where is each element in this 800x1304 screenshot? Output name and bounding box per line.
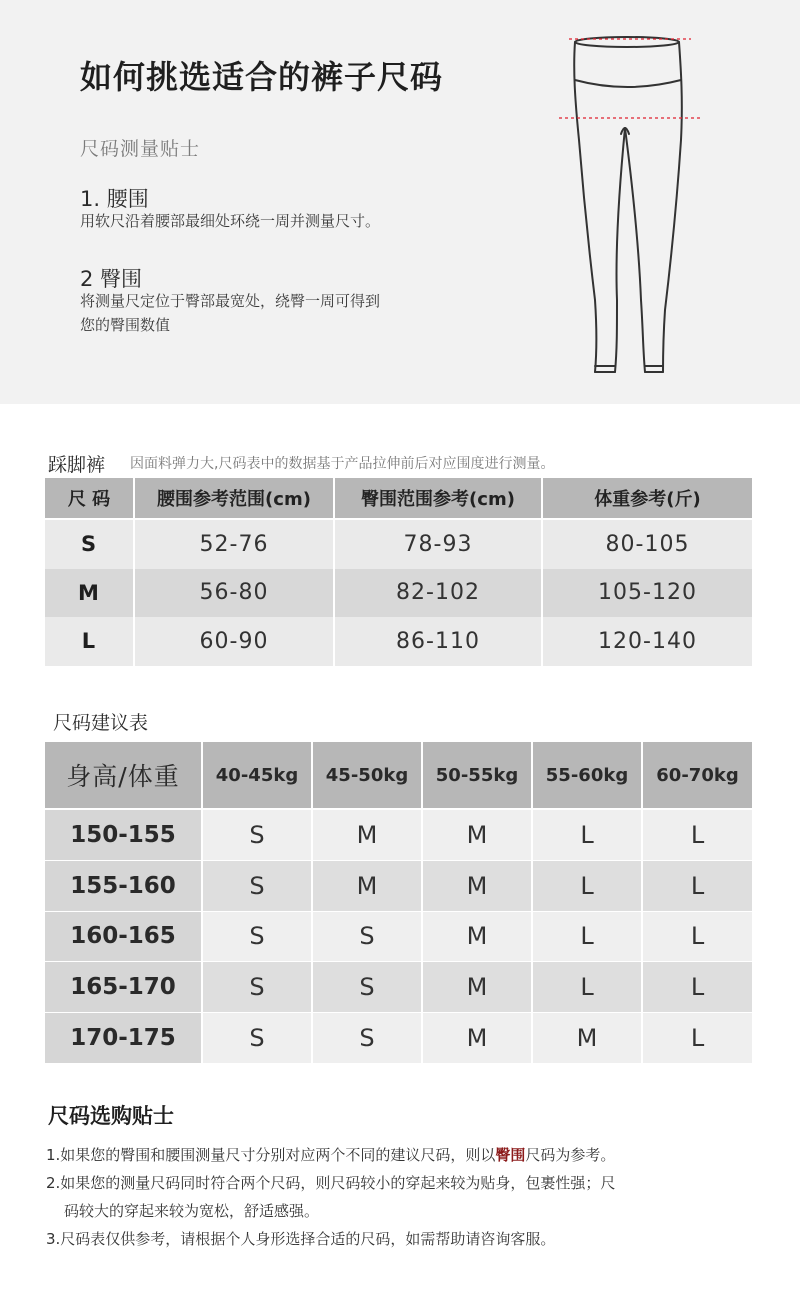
- size-cell: L: [533, 962, 643, 1013]
- buying-tips-title: 尺码选购贴士: [48, 1104, 174, 1128]
- size-cell: S: [203, 810, 313, 861]
- tip-3: 3.尺码表仅供参考，请根据个人身形选择合适的尺码，如需帮助请咨询客服。: [46, 1230, 556, 1248]
- hip-desc-line2: 您的臀围数值: [80, 316, 171, 334]
- tip-1: 1.如果您的臀围和腰围测量尺寸分别对应两个不同的建议尺码，则以臀围尺码为参考。: [46, 1146, 616, 1164]
- table-row: [45, 617, 752, 666]
- col-weight-range: 45-50kg: [313, 742, 423, 810]
- size-cell: S: [203, 1013, 313, 1064]
- height-cell: 155-160: [45, 861, 203, 912]
- tip-2-cont: 码较大的穿起来较为宽松，舒适感强。: [64, 1202, 320, 1220]
- col-weight-range: 40-45kg: [203, 742, 313, 810]
- page-title: 如何挑选适合的裤子尺码: [80, 58, 444, 96]
- size-table: [45, 478, 752, 666]
- size-cell: S: [203, 861, 313, 912]
- size-cell: L: [643, 912, 752, 963]
- hip-cell: 86-110: [335, 617, 543, 666]
- tip-highlight: 臀围: [495, 1146, 526, 1164]
- leggings-outline-icon: [555, 30, 705, 380]
- waist-desc: 用软尺沿着腰部最细处环绕一周并测量尺寸。: [80, 212, 381, 230]
- col-size: 尺 码: [45, 478, 135, 520]
- weight-cell: 105-120: [543, 569, 752, 618]
- hip-title: 2 臀围: [80, 267, 143, 291]
- height-cell: 165-170: [45, 962, 203, 1013]
- table-row: [45, 810, 752, 861]
- size-cell: L: [643, 962, 752, 1013]
- size-cell: M: [423, 810, 533, 861]
- size-cell: L: [533, 912, 643, 963]
- size-table-header: [48, 450, 555, 477]
- size-cell: M: [423, 962, 533, 1013]
- size-table-note: 因面料弹力大,尺码表中的数据基于产品拉伸前后对应围度进行测量。: [130, 456, 555, 472]
- hip-desc-line1: 将测量尺定位于臀部最宽处，绕臀一周可得到: [80, 292, 381, 310]
- weight-cell: 120-140: [543, 617, 752, 666]
- measure-tips-subtitle: 尺码测量贴士: [80, 138, 201, 160]
- recommend-table: [45, 742, 752, 1064]
- size-cell: M: [423, 912, 533, 963]
- hip-cell: 78-93: [335, 520, 543, 569]
- measure-guide-section: [0, 0, 800, 404]
- size-table-header-row: [45, 478, 752, 520]
- size-cell: M: [313, 810, 423, 861]
- size-cell: L: [643, 861, 752, 912]
- table-row: [45, 569, 752, 618]
- height-cell: 150-155: [45, 810, 203, 861]
- size-cell: M: [533, 1013, 643, 1064]
- col-hip: 臀围范围参考(cm): [335, 478, 543, 520]
- waist-cell: 60-90: [135, 617, 335, 666]
- col-weight: 体重参考(斤): [543, 478, 752, 520]
- size-cell: L: [643, 1013, 752, 1064]
- height-cell: 160-165: [45, 912, 203, 963]
- recommend-table-title: 尺码建议表: [53, 712, 149, 734]
- col-waist: 腰围参考范围(cm): [135, 478, 335, 520]
- table-row: [45, 1013, 752, 1064]
- size-cell: M: [313, 861, 423, 912]
- size-cell: L: [533, 810, 643, 861]
- size-cell: M: [423, 1013, 533, 1064]
- recommend-header-row: [45, 742, 752, 810]
- waist-cell: 56-80: [135, 569, 335, 618]
- waist-cell: 52-76: [135, 520, 335, 569]
- col-weight-range: 55-60kg: [533, 742, 643, 810]
- product-name: 踩脚裤: [48, 454, 106, 476]
- hip-cell: 82-102: [335, 569, 543, 618]
- size-cell: L: [533, 861, 643, 912]
- table-row: [45, 861, 752, 912]
- size-cell: S: [203, 962, 313, 1013]
- size-cell: L: [45, 617, 135, 666]
- col-height-weight: 身高/体重: [45, 742, 203, 810]
- size-cell: S: [313, 912, 423, 963]
- table-row: [45, 962, 752, 1013]
- height-cell: 170-175: [45, 1013, 203, 1064]
- size-cell: M: [423, 861, 533, 912]
- waist-title: 1. 腰围: [80, 187, 149, 211]
- col-weight-range: 60-70kg: [643, 742, 752, 810]
- tip-2: 2.如果您的测量尺码同时符合两个尺码，则尺码较小的穿起来较为贴身，包裹性强；尺: [46, 1174, 616, 1192]
- table-row: [45, 520, 752, 569]
- size-cell: S: [203, 912, 313, 963]
- weight-cell: 80-105: [543, 520, 752, 569]
- size-cell: L: [643, 810, 752, 861]
- size-cell: S: [313, 1013, 423, 1064]
- size-cell: S: [313, 962, 423, 1013]
- col-weight-range: 50-55kg: [423, 742, 533, 810]
- table-row: [45, 912, 752, 963]
- size-cell: S: [45, 520, 135, 569]
- size-cell: M: [45, 569, 135, 618]
- buying-tips-list: [46, 1142, 766, 1254]
